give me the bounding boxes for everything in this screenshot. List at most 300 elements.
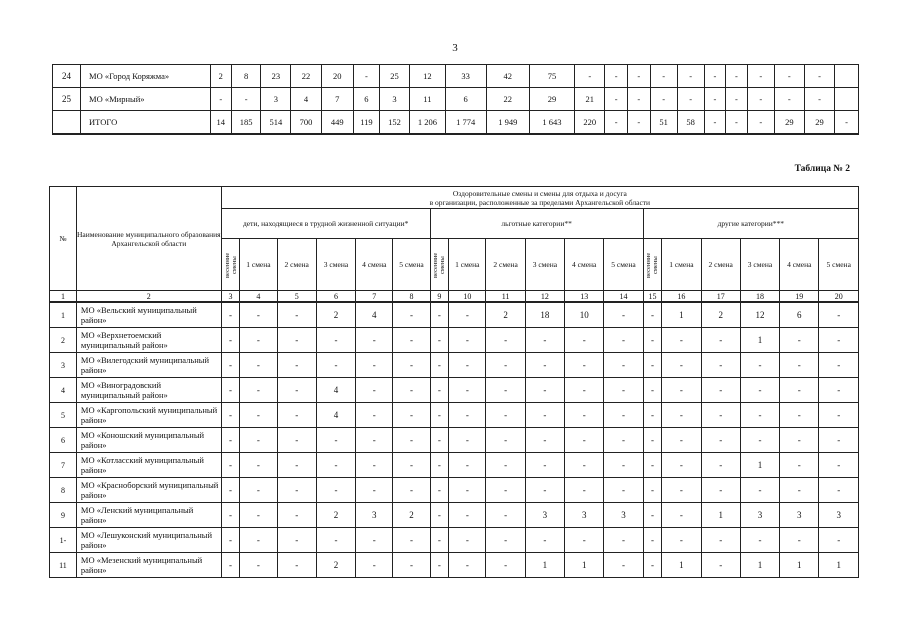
table-cell: - bbox=[643, 302, 662, 328]
column-number: 7 bbox=[356, 291, 393, 303]
table-cell: - bbox=[449, 378, 486, 403]
table-cell: 3 bbox=[379, 88, 409, 111]
table-cell: - bbox=[643, 428, 662, 453]
table-cell: - bbox=[662, 453, 701, 478]
table-cell: 3 bbox=[819, 503, 859, 528]
table-cell: 3 bbox=[604, 503, 643, 528]
row-number: 1- bbox=[50, 528, 77, 553]
table-cell: - bbox=[210, 88, 232, 111]
row-name: МО «Вилегодский муниципальный район» bbox=[76, 353, 221, 378]
table-cell: - bbox=[277, 302, 316, 328]
table-cell: - bbox=[277, 553, 316, 578]
table-cell: 3 bbox=[261, 88, 291, 111]
table-cell: - bbox=[221, 553, 240, 578]
table-cell: 3 bbox=[780, 503, 819, 528]
header-num: № bbox=[50, 187, 77, 291]
table-cell: - bbox=[525, 328, 564, 353]
table-cell: - bbox=[277, 453, 316, 478]
table-cell: - bbox=[277, 428, 316, 453]
table-cell: - bbox=[604, 453, 643, 478]
table-cell: - bbox=[565, 428, 604, 453]
table-cell: 1 bbox=[662, 553, 701, 578]
row-name: МО «Мирный» bbox=[81, 88, 210, 111]
row-name: МО «Коношский муниципальный район» bbox=[76, 428, 221, 453]
table-cell: 42 bbox=[486, 65, 529, 88]
table-cell: 514 bbox=[261, 111, 291, 135]
table-cell bbox=[835, 65, 859, 88]
table-cell: 6 bbox=[780, 302, 819, 328]
table-cell: 152 bbox=[379, 111, 409, 135]
table-cell: - bbox=[780, 403, 819, 428]
table-cell: - bbox=[643, 378, 662, 403]
table-cell: - bbox=[819, 302, 859, 328]
table-cell: 2 bbox=[316, 503, 355, 528]
subheader-label: 4 смена bbox=[572, 260, 597, 269]
column-number: 9 bbox=[430, 291, 449, 303]
subheader-label: 1 смена bbox=[246, 260, 271, 269]
table-cell: - bbox=[240, 403, 277, 428]
table-cell: - bbox=[393, 378, 430, 403]
table-cell: - bbox=[221, 478, 240, 503]
table-cell: - bbox=[605, 88, 628, 111]
table-cell: 6 bbox=[445, 88, 486, 111]
table-cell: - bbox=[565, 328, 604, 353]
table-cell: - bbox=[240, 428, 277, 453]
table-cell: - bbox=[819, 378, 859, 403]
row-number: 1 bbox=[50, 302, 77, 328]
table-cell: 6 bbox=[353, 88, 379, 111]
table-caption: Таблица № 2 bbox=[794, 164, 850, 174]
row-number bbox=[53, 111, 81, 135]
table-cell: - bbox=[726, 111, 748, 135]
row-name: МО «Каргопольский муниципальный район» bbox=[76, 403, 221, 428]
table-cell: - bbox=[356, 553, 393, 578]
subheader-label: 3 смена bbox=[747, 260, 773, 269]
table-cell: 4 bbox=[356, 302, 393, 328]
table-cell: - bbox=[525, 528, 564, 553]
table-row bbox=[50, 302, 859, 328]
column-number: 15 bbox=[643, 291, 662, 303]
table-cell: - bbox=[449, 453, 486, 478]
row-number: 25 bbox=[53, 88, 81, 111]
table-cell: 21 bbox=[575, 88, 605, 111]
table-cell: 10 bbox=[565, 302, 604, 328]
table-cell: - bbox=[747, 88, 774, 111]
table-row bbox=[50, 378, 859, 403]
table-cell: - bbox=[643, 478, 662, 503]
table-cell: 58 bbox=[677, 111, 704, 135]
table-cell: 4 bbox=[316, 403, 355, 428]
table-cell: - bbox=[221, 503, 240, 528]
subheader-label: 1 смена bbox=[669, 260, 694, 269]
table-cell: - bbox=[393, 553, 430, 578]
table-cell: - bbox=[565, 403, 604, 428]
subheader-label: 5 смена bbox=[611, 260, 636, 269]
subheader-3-4 bbox=[780, 239, 819, 291]
table-cell: 220 bbox=[575, 111, 605, 135]
table-cell: 4 bbox=[316, 378, 355, 403]
table-cell: - bbox=[804, 65, 834, 88]
table-cell: - bbox=[356, 328, 393, 353]
table-cell: - bbox=[643, 503, 662, 528]
table-cell: 1 643 bbox=[529, 111, 574, 135]
table-row bbox=[50, 403, 859, 428]
table-cell: - bbox=[430, 302, 449, 328]
table-cell: - bbox=[819, 353, 859, 378]
table-row bbox=[50, 353, 859, 378]
subheader-label: 2 смена bbox=[708, 260, 733, 269]
row-number: 3 bbox=[50, 353, 77, 378]
table-cell: - bbox=[740, 353, 779, 378]
table-cell: - bbox=[486, 403, 525, 428]
table-cell: - bbox=[701, 528, 740, 553]
table-cell: - bbox=[701, 428, 740, 453]
table-row bbox=[50, 503, 859, 528]
subheader-1-2 bbox=[277, 239, 316, 291]
table-cell: - bbox=[643, 453, 662, 478]
column-number: 14 bbox=[604, 291, 643, 303]
top-table bbox=[52, 64, 859, 135]
subheader-1-4 bbox=[356, 239, 393, 291]
subheader-label: 4 смена bbox=[362, 260, 387, 269]
table-cell: 1 206 bbox=[410, 111, 446, 135]
table-cell: - bbox=[747, 111, 774, 135]
table-cell: 29 bbox=[774, 111, 804, 135]
table-cell: - bbox=[316, 328, 355, 353]
table-cell: - bbox=[701, 353, 740, 378]
subheader-3-5 bbox=[819, 239, 859, 291]
table-cell: - bbox=[604, 353, 643, 378]
column-number: 20 bbox=[819, 291, 859, 303]
row-name: МО «Город Коряжма» bbox=[81, 65, 210, 88]
table-cell: - bbox=[430, 553, 449, 578]
subheader-2-3 bbox=[525, 239, 564, 291]
table-cell: - bbox=[449, 403, 486, 428]
table-cell: - bbox=[662, 478, 701, 503]
table-cell: - bbox=[565, 453, 604, 478]
table-cell: - bbox=[628, 88, 651, 111]
table-cell: - bbox=[677, 65, 704, 88]
subheader-2-0 bbox=[430, 239, 449, 291]
table-cell: - bbox=[525, 378, 564, 403]
table-cell: 1 bbox=[740, 553, 779, 578]
table-cell: - bbox=[486, 428, 525, 453]
table-cell: - bbox=[701, 453, 740, 478]
table-cell: - bbox=[780, 453, 819, 478]
subheader-3-1 bbox=[662, 239, 701, 291]
table-cell: - bbox=[525, 403, 564, 428]
subheader-label: 5 смена bbox=[826, 260, 851, 269]
table-cell: - bbox=[565, 378, 604, 403]
table-cell: - bbox=[449, 302, 486, 328]
table-cell: - bbox=[701, 403, 740, 428]
row-number: 6 bbox=[50, 428, 77, 453]
column-number: 5 bbox=[277, 291, 316, 303]
column-number: 13 bbox=[565, 291, 604, 303]
subheader-label: 5 смена bbox=[399, 260, 424, 269]
subheader-label: 3 смена bbox=[323, 260, 349, 269]
table-cell: 2 bbox=[393, 503, 430, 528]
table-row bbox=[50, 328, 859, 353]
table-cell: - bbox=[525, 353, 564, 378]
table-cell: 2 bbox=[701, 302, 740, 328]
table-cell: - bbox=[604, 528, 643, 553]
table-cell: - bbox=[356, 378, 393, 403]
table-cell: - bbox=[353, 65, 379, 88]
table-cell: 3 bbox=[525, 503, 564, 528]
table-cell: - bbox=[780, 378, 819, 403]
table-cell: - bbox=[701, 378, 740, 403]
column-number: 19 bbox=[780, 291, 819, 303]
table-cell: 23 bbox=[261, 65, 291, 88]
table-cell: - bbox=[393, 428, 430, 453]
table-cell: - bbox=[277, 528, 316, 553]
table-cell: - bbox=[430, 353, 449, 378]
table-row bbox=[50, 428, 859, 453]
table-cell: 3 bbox=[565, 503, 604, 528]
table-cell: 2 bbox=[316, 553, 355, 578]
table-cell: - bbox=[604, 328, 643, 353]
table-cell: - bbox=[740, 378, 779, 403]
table-cell: - bbox=[316, 453, 355, 478]
table-cell: - bbox=[774, 65, 804, 88]
table-cell: - bbox=[819, 453, 859, 478]
table-cell bbox=[835, 88, 859, 111]
table-cell: - bbox=[774, 88, 804, 111]
table-cell: - bbox=[662, 403, 701, 428]
table-cell: - bbox=[726, 88, 748, 111]
row-number: 7 bbox=[50, 453, 77, 478]
row-number: 11 bbox=[50, 553, 77, 578]
table-cell: - bbox=[628, 65, 651, 88]
table-cell: - bbox=[650, 88, 677, 111]
table-cell: - bbox=[221, 353, 240, 378]
header-group-title bbox=[221, 187, 858, 209]
table-cell: - bbox=[221, 528, 240, 553]
table-cell: - bbox=[316, 528, 355, 553]
table-cell: - bbox=[662, 353, 701, 378]
table-cell: - bbox=[604, 302, 643, 328]
table-cell: - bbox=[277, 403, 316, 428]
table-cell: - bbox=[221, 302, 240, 328]
table-cell: 1 bbox=[780, 553, 819, 578]
table-cell: - bbox=[486, 328, 525, 353]
row-name: МО «Мезенский муниципальный район» bbox=[76, 553, 221, 578]
table-cell: - bbox=[221, 328, 240, 353]
table-cell: 1 bbox=[819, 553, 859, 578]
subheader-2-5 bbox=[604, 239, 643, 291]
table-cell: 14 bbox=[210, 111, 232, 135]
table-cell: - bbox=[525, 478, 564, 503]
header-name: Наименование муниципального образования Архангельской области bbox=[76, 187, 221, 291]
header-group-1: дети, находящиеся в трудной жизненной ситуации* bbox=[221, 209, 430, 239]
row-number: 5 bbox=[50, 403, 77, 428]
column-number: 2 bbox=[76, 291, 221, 303]
table-cell: 1 bbox=[662, 302, 701, 328]
table-cell: - bbox=[240, 378, 277, 403]
table-cell: 119 bbox=[353, 111, 379, 135]
table-cell: - bbox=[604, 553, 643, 578]
table-cell: 12 bbox=[740, 302, 779, 328]
table-cell: - bbox=[604, 478, 643, 503]
table-cell: - bbox=[240, 353, 277, 378]
table-cell: - bbox=[650, 65, 677, 88]
table-cell: - bbox=[662, 528, 701, 553]
table-cell: 2 bbox=[316, 302, 355, 328]
table-cell: - bbox=[486, 353, 525, 378]
table-cell: 11 bbox=[410, 88, 446, 111]
subheader-1-5 bbox=[393, 239, 430, 291]
table-cell: 12 bbox=[410, 65, 446, 88]
subheader-label: 1 смена bbox=[455, 260, 480, 269]
table-cell: - bbox=[780, 428, 819, 453]
header-group-3: другие категории*** bbox=[643, 209, 858, 239]
subheader-3-0 bbox=[643, 239, 662, 291]
table-cell: - bbox=[393, 528, 430, 553]
row-number: 2 bbox=[50, 328, 77, 353]
table-cell: - bbox=[430, 528, 449, 553]
table-cell: 29 bbox=[529, 88, 574, 111]
table-cell: - bbox=[356, 428, 393, 453]
table-cell: 2 bbox=[210, 65, 232, 88]
table-cell: 1 bbox=[740, 328, 779, 353]
header-group-title-line2: в организации, расположенные за пределами Архангельской области bbox=[429, 197, 651, 207]
table-cell: - bbox=[819, 528, 859, 553]
subheader-3-2 bbox=[701, 239, 740, 291]
table-cell: - bbox=[356, 403, 393, 428]
table-cell: 22 bbox=[486, 88, 529, 111]
row-name: ИТОГО bbox=[81, 111, 210, 135]
table-cell: - bbox=[677, 88, 704, 111]
table-cell: - bbox=[240, 453, 277, 478]
top-table-total-row bbox=[53, 111, 859, 135]
column-number: 12 bbox=[525, 291, 564, 303]
table-cell: - bbox=[449, 428, 486, 453]
column-number: 8 bbox=[393, 291, 430, 303]
subheader-1-3 bbox=[316, 239, 355, 291]
subheader-1-0 bbox=[221, 239, 240, 291]
table-cell: - bbox=[449, 328, 486, 353]
table-cell: - bbox=[565, 528, 604, 553]
table-cell: 449 bbox=[321, 111, 353, 135]
table-cell: - bbox=[449, 503, 486, 528]
column-number: 3 bbox=[221, 291, 240, 303]
subheader-label: весенние смены bbox=[432, 251, 447, 278]
table-cell: - bbox=[486, 553, 525, 578]
main-table bbox=[49, 186, 859, 578]
table-cell: 1 bbox=[525, 553, 564, 578]
table-cell: - bbox=[780, 353, 819, 378]
table-cell: - bbox=[819, 328, 859, 353]
top-table-row bbox=[53, 88, 859, 111]
table-cell: - bbox=[701, 553, 740, 578]
table-row bbox=[50, 528, 859, 553]
table-cell: - bbox=[704, 88, 726, 111]
table-cell: - bbox=[643, 328, 662, 353]
table-cell: 3 bbox=[356, 503, 393, 528]
table-cell: - bbox=[430, 453, 449, 478]
table-cell: - bbox=[430, 328, 449, 353]
table-cell: 1 bbox=[740, 453, 779, 478]
table-cell: - bbox=[628, 111, 651, 135]
table-cell: - bbox=[277, 378, 316, 403]
row-name: МО «Лешуконский муниципальный район» bbox=[76, 528, 221, 553]
table-cell: - bbox=[643, 353, 662, 378]
table-cell: - bbox=[240, 328, 277, 353]
row-name: МО «Виноградовский муниципальный район» bbox=[76, 378, 221, 403]
subheader-2-1 bbox=[449, 239, 486, 291]
table-cell: - bbox=[701, 328, 740, 353]
table-cell: - bbox=[449, 353, 486, 378]
table-cell: - bbox=[643, 403, 662, 428]
table-cell: - bbox=[232, 88, 261, 111]
table-cell: - bbox=[316, 428, 355, 453]
table-cell: 2 bbox=[486, 302, 525, 328]
table-cell: - bbox=[486, 378, 525, 403]
subheader-3-3 bbox=[740, 239, 779, 291]
subheader-1-1 bbox=[240, 239, 277, 291]
table-cell: - bbox=[726, 65, 748, 88]
table-cell: - bbox=[356, 453, 393, 478]
table-cell: - bbox=[393, 353, 430, 378]
table-cell: 8 bbox=[232, 65, 261, 88]
subheader-label: весенние смены bbox=[223, 251, 238, 278]
table-cell: - bbox=[486, 453, 525, 478]
column-number: 17 bbox=[701, 291, 740, 303]
table-cell: 51 bbox=[650, 111, 677, 135]
table-cell: - bbox=[356, 478, 393, 503]
table-cell: - bbox=[277, 503, 316, 528]
table-cell: - bbox=[804, 88, 834, 111]
table-cell: - bbox=[221, 453, 240, 478]
column-numbers-row bbox=[50, 291, 859, 303]
row-name: МО «Красноборский муниципальный район» bbox=[76, 478, 221, 503]
table-cell: - bbox=[643, 528, 662, 553]
table-cell: - bbox=[835, 111, 859, 135]
table-cell: 1 bbox=[701, 503, 740, 528]
table-cell: - bbox=[277, 478, 316, 503]
table-cell: - bbox=[240, 302, 277, 328]
table-cell: - bbox=[819, 478, 859, 503]
column-number: 18 bbox=[740, 291, 779, 303]
table-cell: - bbox=[486, 478, 525, 503]
table-cell: - bbox=[486, 528, 525, 553]
table-cell: - bbox=[221, 378, 240, 403]
subheader-label: 2 смена bbox=[493, 260, 518, 269]
table-cell: - bbox=[604, 403, 643, 428]
table-cell: - bbox=[277, 353, 316, 378]
table-cell: 3 bbox=[740, 503, 779, 528]
table-cell: - bbox=[740, 478, 779, 503]
table-cell: - bbox=[393, 328, 430, 353]
table-cell: 18 bbox=[525, 302, 564, 328]
row-name: МО «Ленский муниципальный район» bbox=[76, 503, 221, 528]
table-cell: - bbox=[701, 478, 740, 503]
table-cell: - bbox=[356, 353, 393, 378]
column-number: 11 bbox=[486, 291, 525, 303]
column-number: 1 bbox=[50, 291, 77, 303]
row-name: МО «Вельский муниципальный район» bbox=[76, 302, 221, 328]
table-cell: 33 bbox=[445, 65, 486, 88]
table-cell: - bbox=[780, 328, 819, 353]
table-cell: - bbox=[449, 553, 486, 578]
subheader-label: 2 смена bbox=[284, 260, 309, 269]
table-cell: - bbox=[575, 65, 605, 88]
table-cell: - bbox=[662, 503, 701, 528]
table-cell: - bbox=[240, 478, 277, 503]
table-cell: 4 bbox=[291, 88, 321, 111]
subheader-label: весенние смены bbox=[645, 251, 660, 278]
